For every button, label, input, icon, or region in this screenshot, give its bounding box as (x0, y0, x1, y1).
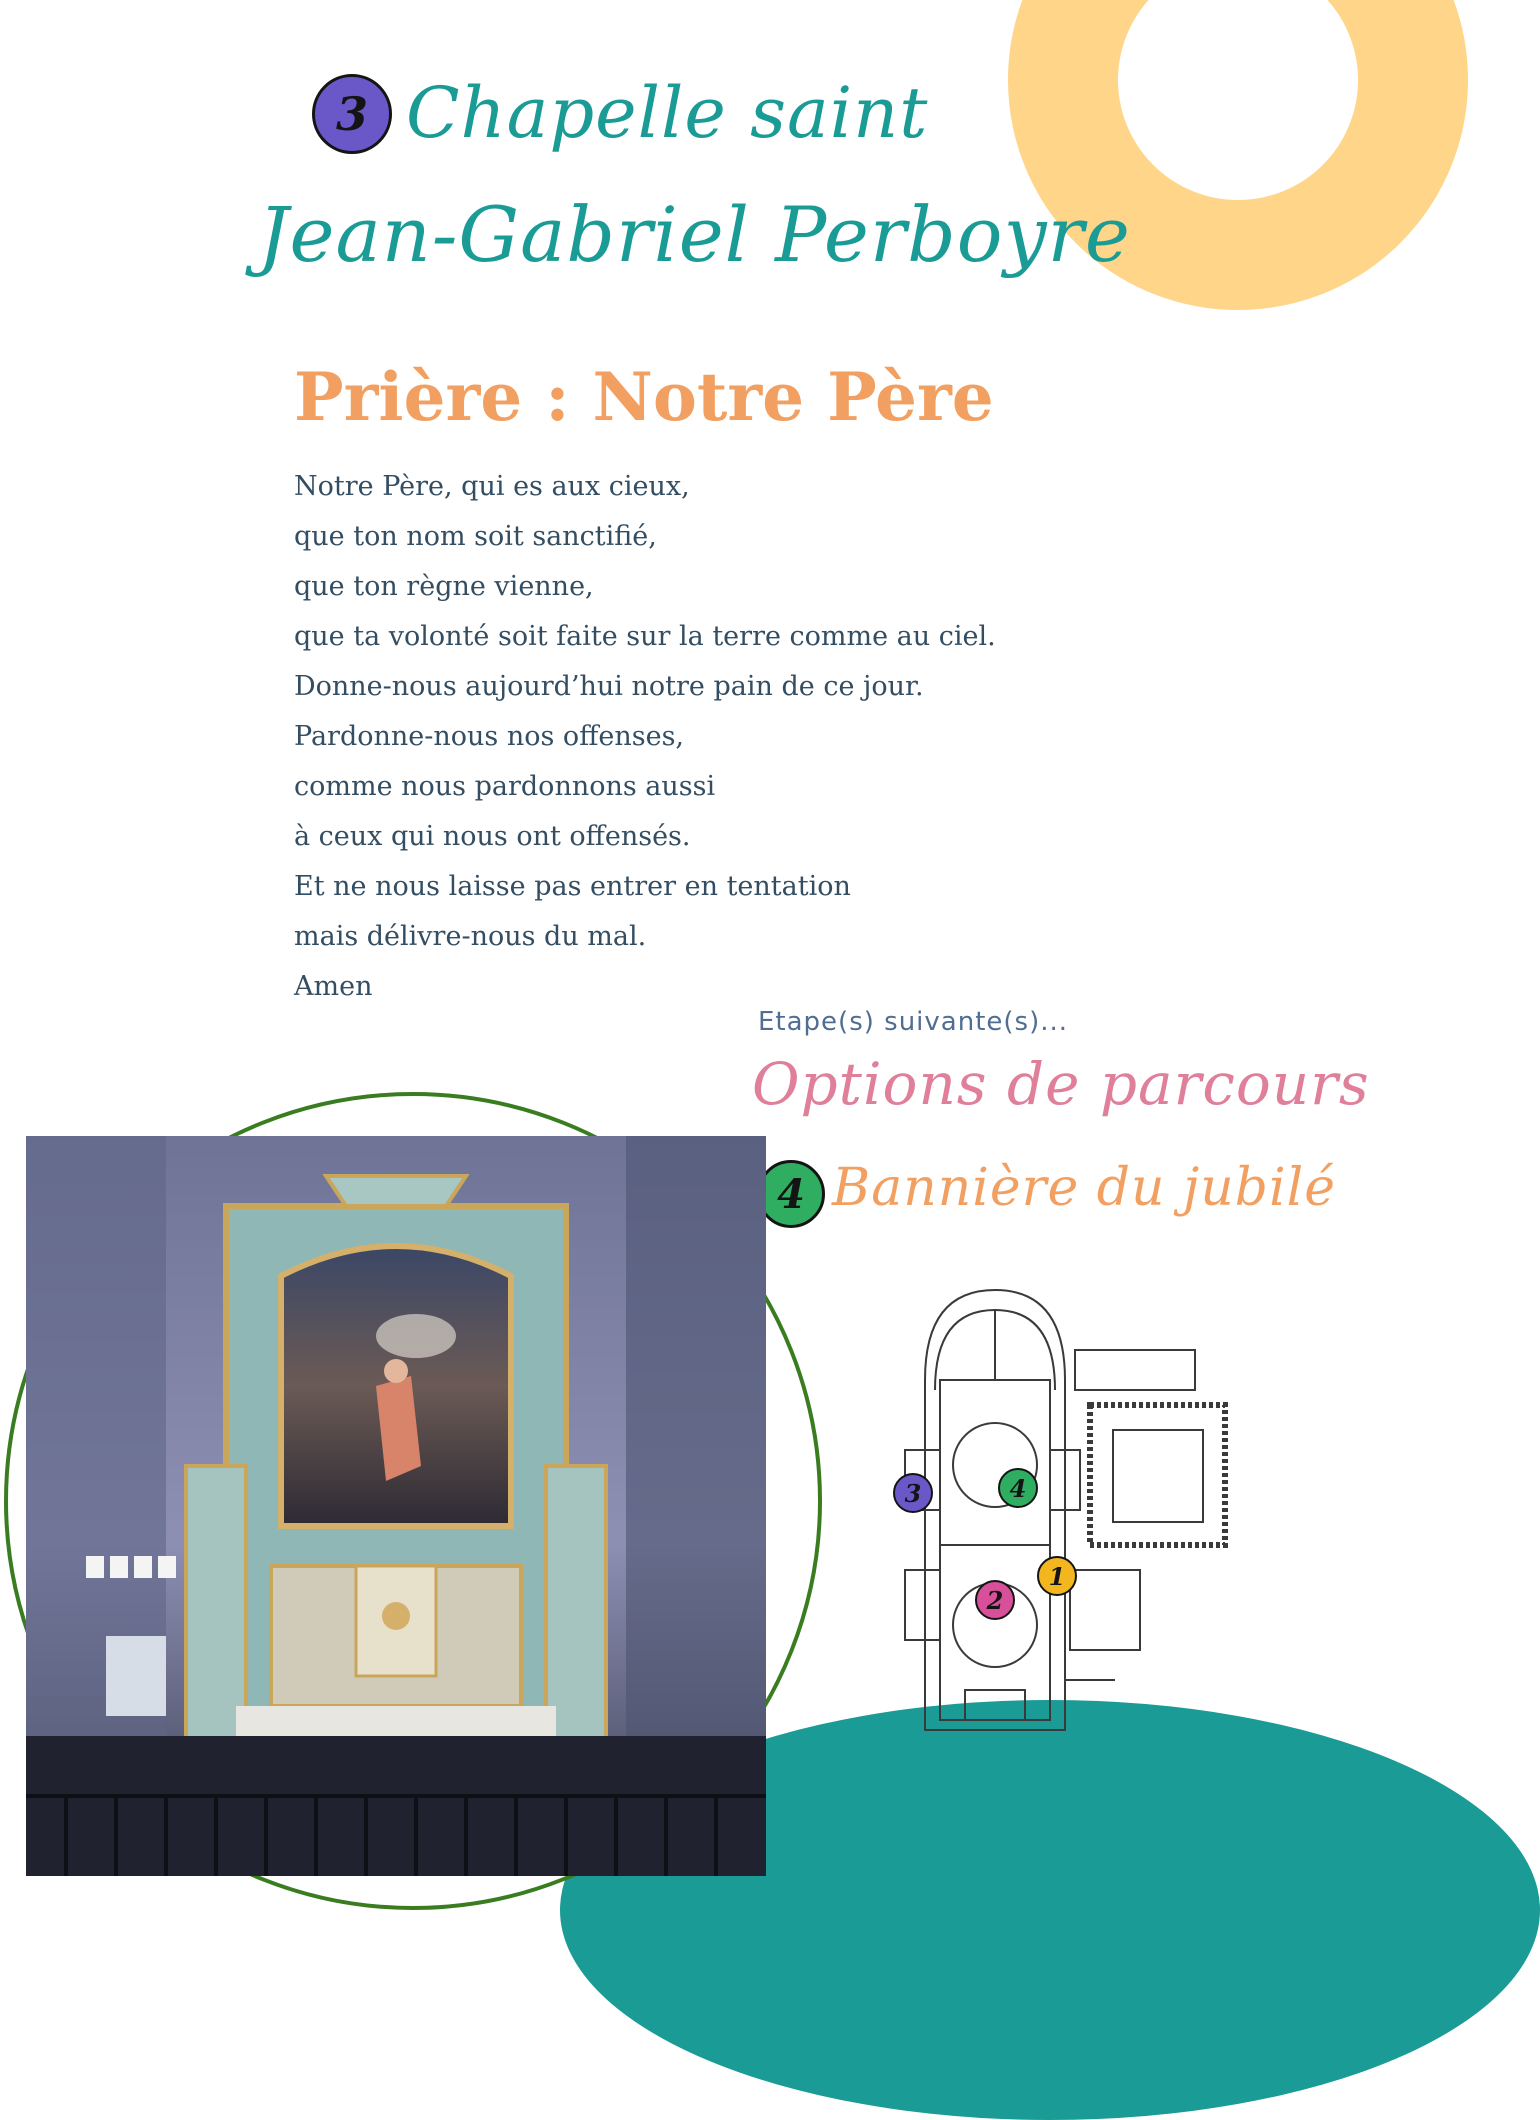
prayer-line: Et ne nous laisse pas entrer en tentation (294, 871, 851, 902)
prayer-line: Notre Père, qui es aux cieux, (294, 471, 690, 502)
altar-illustration (26, 1136, 766, 1876)
plan-marker-3: 3 (893, 1473, 933, 1513)
prayer-line: que ta volonté soit faite sur la terre comme au ciel. (294, 621, 996, 652)
floor-plan-drawing (885, 1270, 1235, 1770)
title-line-1: Chapelle saint (406, 72, 929, 154)
prayer-heading: Prière : Notre Père (294, 358, 994, 436)
title-line-2: Jean-Gabriel Perboyre (258, 190, 1131, 279)
prayer-line: Donne-nous aujourd’hui notre pain de ce jour. (294, 671, 924, 702)
prayer-line: comme nous pardonnons aussi (294, 771, 716, 802)
plan-marker-1: 1 (1037, 1556, 1077, 1596)
prayer-line: Amen (294, 971, 373, 1002)
altar-photo (26, 1136, 766, 1876)
chapel-title (240, 40, 1131, 300)
plan-marker-2: 2 (975, 1580, 1015, 1620)
next-station-link[interactable]: Bannière du jubilé (832, 1158, 1337, 1218)
prayer-line: Pardonne-nous nos offenses, (294, 721, 685, 752)
next-steps-label: Etape(s) suivante(s)... (758, 1007, 1069, 1037)
next-station-badge: 4 (757, 1160, 825, 1228)
prayer-line: que ton règne vienne, (294, 571, 594, 602)
prayer-line: mais délivre-nous du mal. (294, 921, 647, 952)
prayer-line: que ton nom soit sanctifié, (294, 521, 657, 552)
prayer-line: à ceux qui nous ont offensés. (294, 821, 691, 852)
church-floor-plan (885, 1270, 1235, 1770)
route-options-link[interactable]: Options de parcours (752, 1050, 1370, 1118)
plan-marker-4: 4 (998, 1468, 1038, 1508)
station-badge: 3 (312, 74, 392, 154)
prayer-text (294, 462, 1054, 1012)
